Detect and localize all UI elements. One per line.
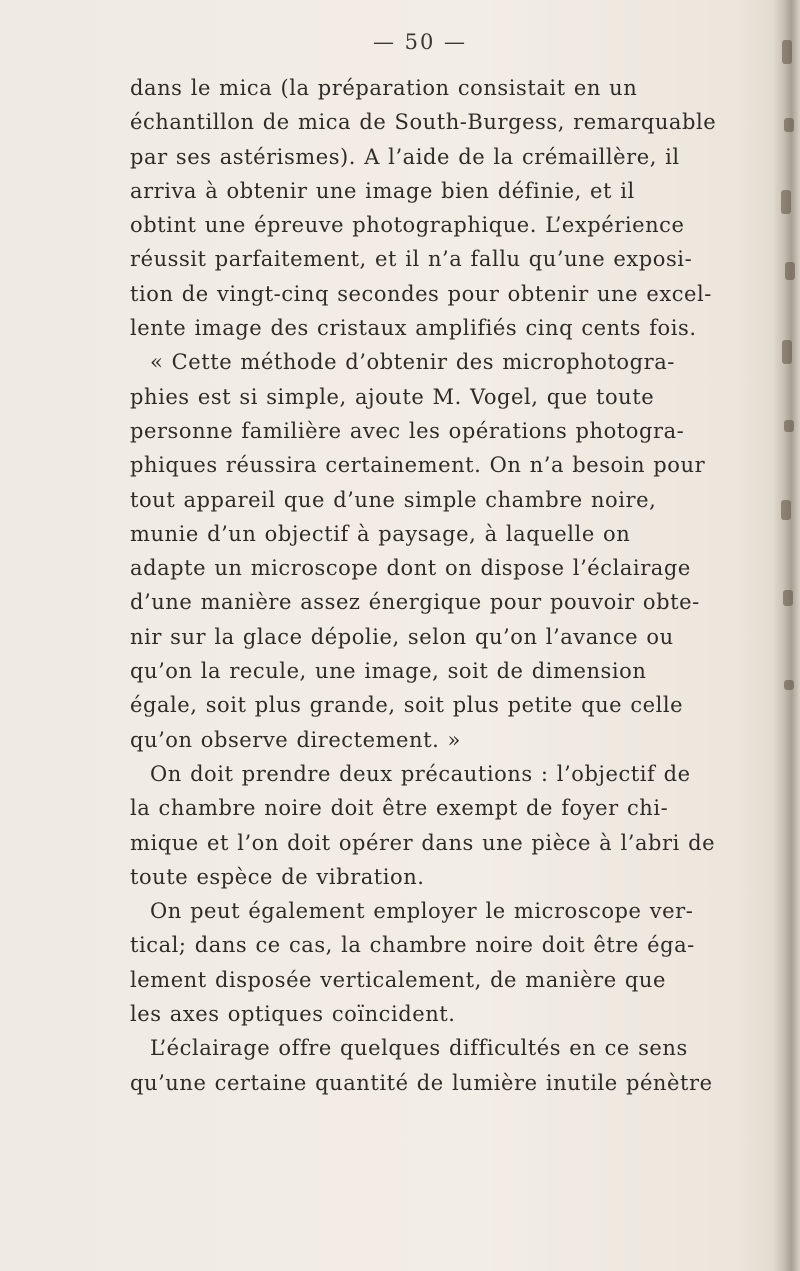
binding-mark: [783, 590, 793, 606]
text-line: arriva à obtenir une image bien définie, et il: [130, 178, 635, 203]
text-line: tion de vingt-cinq secondes pour obtenir une excel-: [130, 281, 712, 306]
text-line: L’éclairage offre quelques difficultés en ce sens: [150, 1036, 688, 1061]
text-line: tical; dans ce cas, la chambre noire doit être éga-: [130, 933, 695, 958]
text-line: qu’on observe directement. »: [130, 727, 461, 752]
text-line: adapte un microscope dont on dispose l’éclairage: [130, 556, 691, 581]
text-line: mique et l’on doit opérer dans une pièce à l’abri de: [130, 830, 716, 855]
binding-mark: [784, 680, 794, 690]
text-line: lement disposée verticalement, de manière que: [130, 967, 666, 992]
binding-mark: [782, 40, 792, 64]
body-text: [130, 71, 748, 1100]
text-line: la chambre noire doit être exempt de foyer chi-: [130, 796, 669, 821]
text-line: qu’une certaine quantité de lumière inutile pénètre: [130, 1070, 713, 1095]
binding-mark: [784, 118, 794, 132]
text-line: dans le mica (la préparation consistait en un: [130, 76, 638, 100]
binding-mark: [781, 500, 791, 520]
binding-mark: [782, 340, 792, 364]
text-line: réussit parfaitement, et il n’a fallu qu’une exposi-: [130, 247, 693, 272]
text-line: égale, soit plus grande, soit plus petite que celle: [130, 693, 684, 718]
text-line: phiques réussira certainement. On n’a besoin pour: [130, 453, 706, 478]
text-line: obtint une épreuve photographique. L’expérience: [130, 213, 685, 238]
text-line: tout appareil que d’une simple chambre noire,: [130, 487, 657, 512]
text-line: toute espèce de vibration.: [130, 864, 425, 889]
text-line: échantillon de mica de South-Burgess, remarquable: [130, 110, 717, 135]
text-line: les axes optiques coïncident.: [130, 1002, 456, 1027]
text-line: d’une manière assez énergique pour pouvoir obte-: [130, 590, 700, 615]
text-line: « Cette méthode d’obtenir des microphotogra-: [150, 350, 675, 375]
text-line: On peut également employer le microscope ver-: [150, 899, 694, 924]
binding-mark: [784, 420, 794, 432]
text-line: par ses astérismes). A l’aide de la crémaillère, il: [130, 144, 680, 169]
page-number: — 50 —: [372, 30, 468, 54]
text-line: nir sur la glace dépolie, selon qu’on l’avance ou: [130, 624, 674, 649]
binding-mark: [781, 190, 791, 214]
text-line: lente image des cristaux amplifiés cinq cents fois.: [130, 316, 697, 341]
text-line: qu’on la recule, une image, soit de dimension: [130, 659, 647, 684]
page-binding-edge: [772, 0, 800, 1271]
text-line: phies est si simple, ajoute M. Vogel, que toute: [130, 384, 655, 409]
text-line: On doit prendre deux précautions : l’objectif de: [150, 761, 691, 786]
binding-mark: [785, 262, 795, 280]
text-line: personne familière avec les opérations photogra-: [130, 418, 685, 443]
text-line: munie d’un objectif à paysage, à laquelle on: [130, 521, 631, 546]
